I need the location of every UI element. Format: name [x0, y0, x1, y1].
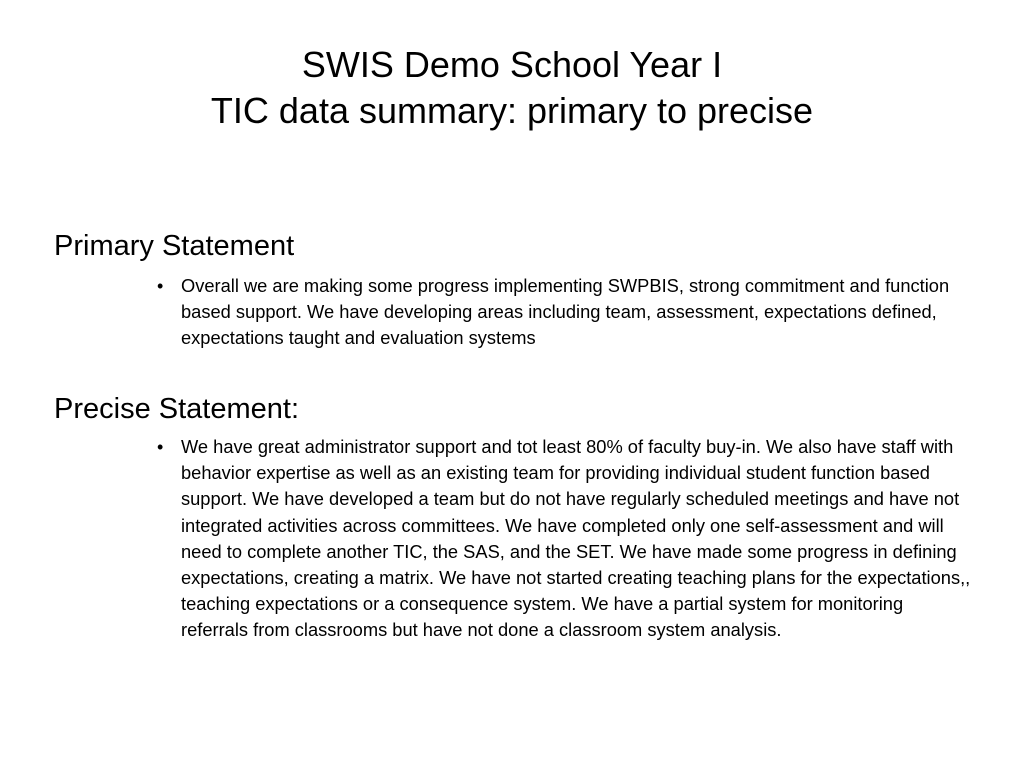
slide-title-line-2: TIC data summary: primary to precise — [210, 90, 814, 131]
slide-title — [0, 42, 1024, 134]
precise-statement-bullet — [157, 434, 971, 644]
precise-statement-heading: Precise Statement: — [54, 393, 299, 425]
bullet-dot-icon: • — [157, 276, 164, 296]
bullet-dot-icon: • — [157, 437, 164, 457]
slide-title-line-1: SWIS Demo School Year I — [301, 44, 723, 85]
primary-statement-heading: Primary Statement — [54, 230, 295, 262]
primary-statement-bullet — [157, 273, 971, 352]
primary-statement-text: Overall we are making some progress implementing SWPBIS, strong commitment and function based support. We have developing areas including team, assessment, expectations defined, expectations taught and evaluation systems — [181, 275, 950, 349]
precise-statement-text: We have great administrator support and tot least 80% of faculty buy-in. We also have staff with behavior expertise as well as an existing team for providing individual student function based support. We have developed a team but do not have regularly scheduled meetings and have not integrated activities across committees. We have completed only one self-assessment and will need to complete another TIC, the SAS, and the SET. We have made some progress in defining expectations, creating a matrix. We have not started creating teaching plans for the expectations,, teaching expectations or a consequence system. We have a partial system for monitoring referrals from classrooms but have not done a classroom system analysis. — [181, 436, 971, 641]
